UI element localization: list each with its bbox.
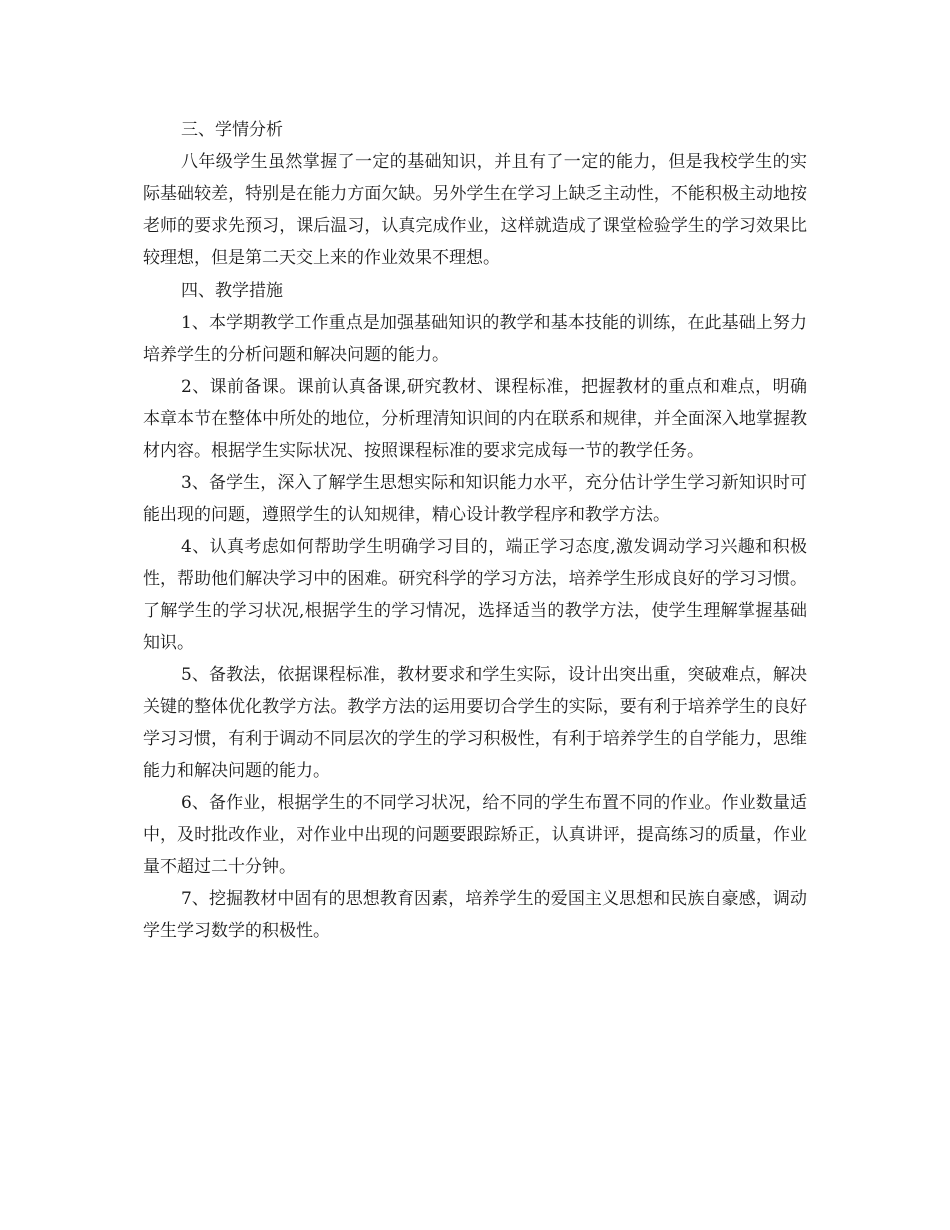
paragraph: 6、备作业，根据学生的不同学习状况，给不同的学生布置不同的作业。作业数量适中，及时批改作业，对作业中出现的问题要跟踪矫正，认真讲评，提高练习的质量，作业量不超过二十分钟。 — [143, 793, 807, 877]
section-heading: 四、教学措施 — [181, 281, 283, 301]
paragraph: 2、课前备课。课前认真备课,研究教材、课程标准，把握教材的重点和难点，明确本章本节在整体中所处的地位，分析理清知识间的内在联系和规律，并全面深入地掌握教材内容。根据学生实际状况、按照课程标准的要求完成每一节的教学任务。 — [143, 377, 807, 461]
paragraph: 八年级学生虽然掌握了一定的基础知识，并且有了一定的能力，但是我校学生的实际基础较差，特别是在能力方面欠缺。另外学生在学习上缺乏主动性，不能积极主动地按老师的要求先预习，课后温习，认真完成作业，这样就造成了课堂检验学生的学习效果比较理想，但是第二天交上来的作业效果不理想。 — [143, 152, 807, 268]
paragraph: 5、备教法，依据课程标准，教材要求和学生实际，设计出突出重，突破难点，解决关键的整体优化教学方法。教学方法的运用要切合学生的实际，要有利于培养学生的良好学习习惯，有利于调动不同层次的学生的学习积极性，有利于培养学生的自学能力，思维能力和解决问题的能力。 — [143, 665, 807, 781]
document-page — [143, 114, 807, 948]
section-student-analysis — [143, 114, 807, 274]
section-teaching-measures — [143, 275, 807, 947]
paragraph: 3、备学生，深入了解学生思想实际和知识能力水平，充分估计学生学习新知识时可能出现的问题，遵照学生的认知规律，精心设计教学程序和教学方法。 — [143, 473, 807, 525]
paragraph: 4、认真考虑如何帮助学生明确学习目的，端正学习态度,激发调动学习兴趣和积极性，帮助他们解决学习中的困难。研究科学的学习方法，培养学生形成良好的学习习惯。了解学生的学习状况,根据学生的学习情况，选择适当的教学方法，使学生理解掌握基础知识。 — [143, 537, 807, 653]
section-heading: 三、学情分析 — [181, 120, 283, 140]
paragraph: 1、本学期教学工作重点是加强基础知识的教学和基本技能的训练，在此基础上努力培养学生的分析问题和解决问题的能力。 — [143, 313, 807, 365]
paragraph: 7、挖掘教材中固有的思想教育因素，培养学生的爱国主义思想和民族自豪感，调动学生学习数学的积极性。 — [143, 889, 807, 941]
